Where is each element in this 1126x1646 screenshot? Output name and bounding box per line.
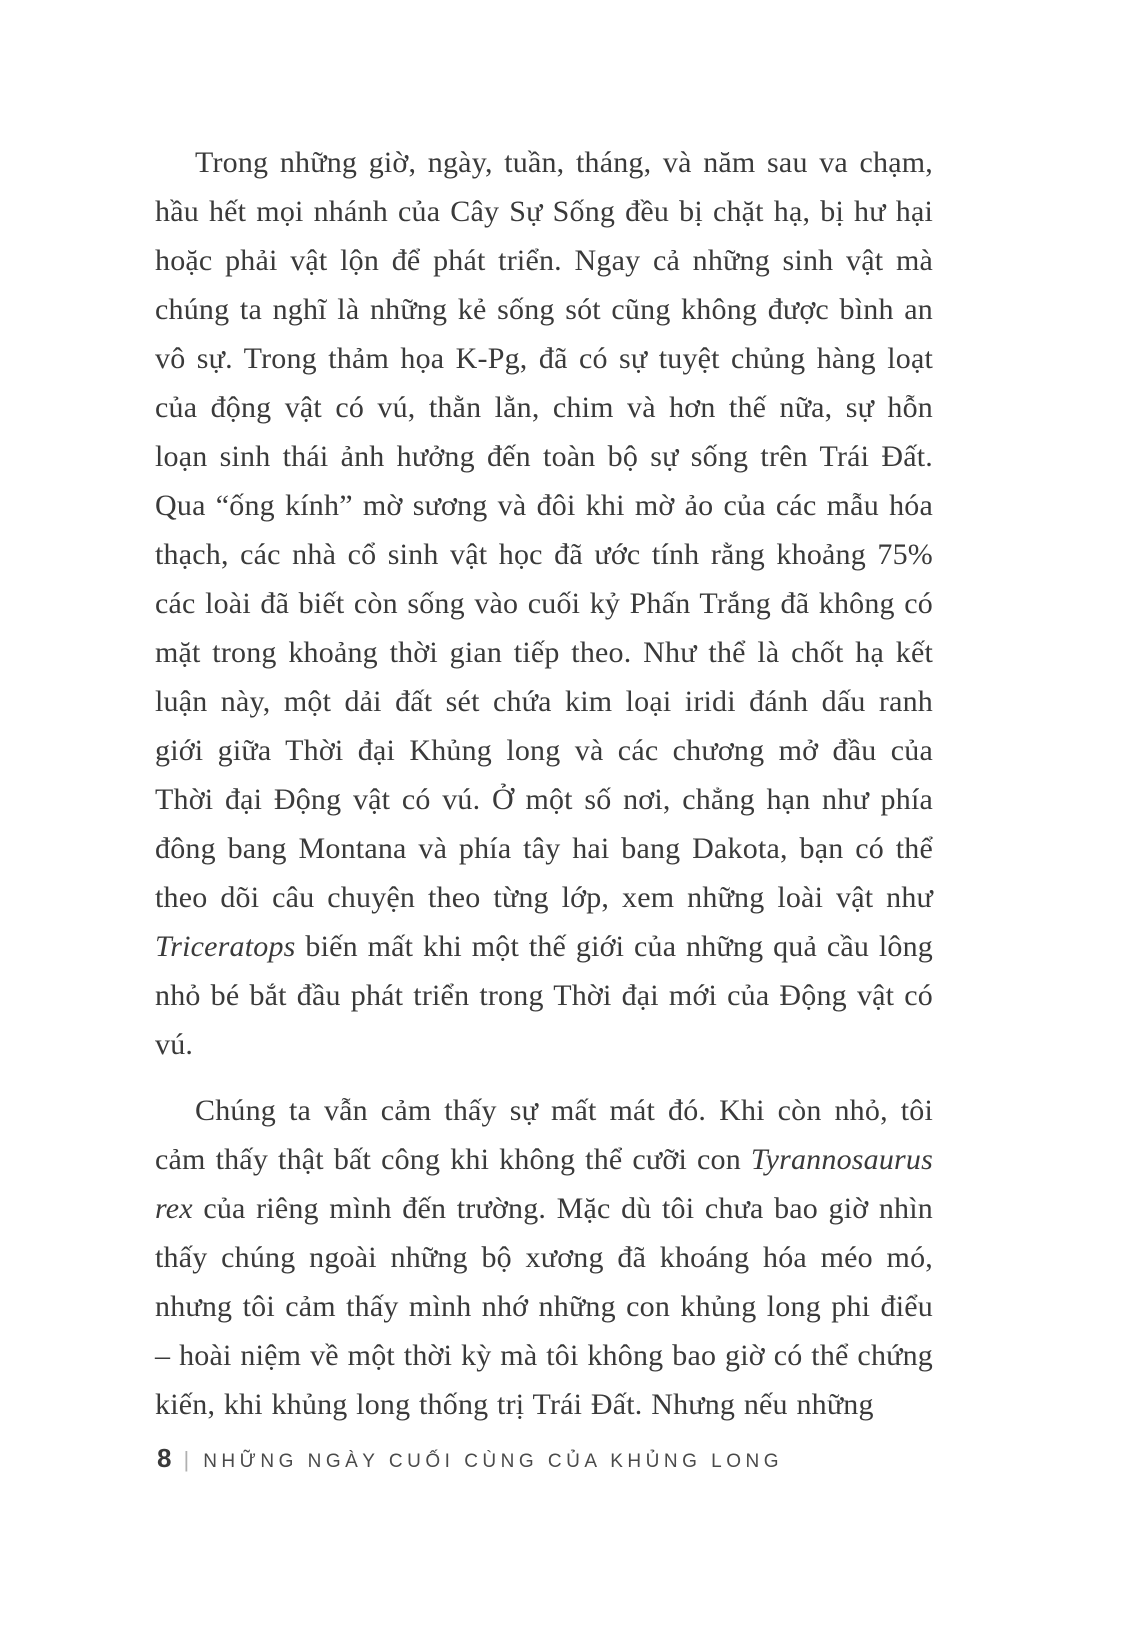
page-footer bbox=[157, 1443, 783, 1474]
italic-term: Triceratops bbox=[155, 930, 296, 963]
text-segment: Trong những giờ, ngày, tuần, tháng, và năm sau va chạm, hầu hết mọi nhánh của Cây Sự Sống đều bị chặt hạ, bị hư hại hoặc phải vật lộn để phát triển. Ngay cả những sinh vật mà chúng ta nghĩ là những kẻ sống sót cũng không được bình an vô sự. Trong thảm họa K-Pg, đã có sự tuyệt chủng hàng loạt của động vật có vú, thằn lằn, chim và hơn thế nữa, sự hỗn loạn sinh thái ảnh hưởng đến toàn bộ sự sống trên Trái Đất. Qua “ống kính” mờ sương và đôi khi mờ ảo của các mẫu hóa thạch, các nhà cổ sinh vật học đã ước tính rằng khoảng 75% các loài đã biết còn sống vào cuối kỷ Phấn Trắng đã không có mặt trong khoảng thời gian tiếp theo. Như thể là chốt hạ kết luận này, một dải đất sét chứa kim loại iridi đánh dấu ranh giới giữa Thời đại Khủng long và các chương mở đầu của Thời đại Động vật có vú. Ở một số nơi, chẳng hạn như phía đông bang Montana và phía tây hai bang Dakota, bạn có thể theo dõi câu chuyện theo từng lớp, xem những loài vật như bbox=[155, 146, 933, 914]
footer-separator: | bbox=[183, 1447, 190, 1472]
italic-term: Tyrannosaurus rex bbox=[155, 1143, 933, 1225]
paragraph bbox=[155, 1086, 933, 1429]
text-segment: biến mất khi một thế giới của những quả cầu lông nhỏ bé bắt đầu phát triển trong Thời đại mới của Động vật có vú. bbox=[155, 930, 933, 1061]
page-number: 8 bbox=[157, 1443, 172, 1473]
paragraph bbox=[155, 138, 933, 1069]
text-segment: Chúng ta vẫn cảm thấy sự mất mát đó. Khi còn nhỏ, tôi cảm thấy thật bất công khi không thể cưỡi con bbox=[155, 1094, 933, 1176]
text-segment: của riêng mình đến trường. Mặc dù tôi chưa bao giờ nhìn thấy chúng ngoài những bộ xương đã khoáng hóa méo mó, nhưng tôi cảm thấy mình nhớ những con khủng long phi điểu – hoài niệm về một thời kỳ mà tôi không bao giờ có thể chứng kiến, khi khủng long thống trị Trái Đất. Nhưng nếu những bbox=[155, 1192, 933, 1421]
body-text bbox=[155, 138, 933, 1446]
footer-book-title: NHỮNG NGÀY CUỐI CÙNG CỦA KHỦNG LONG bbox=[203, 1451, 784, 1472]
